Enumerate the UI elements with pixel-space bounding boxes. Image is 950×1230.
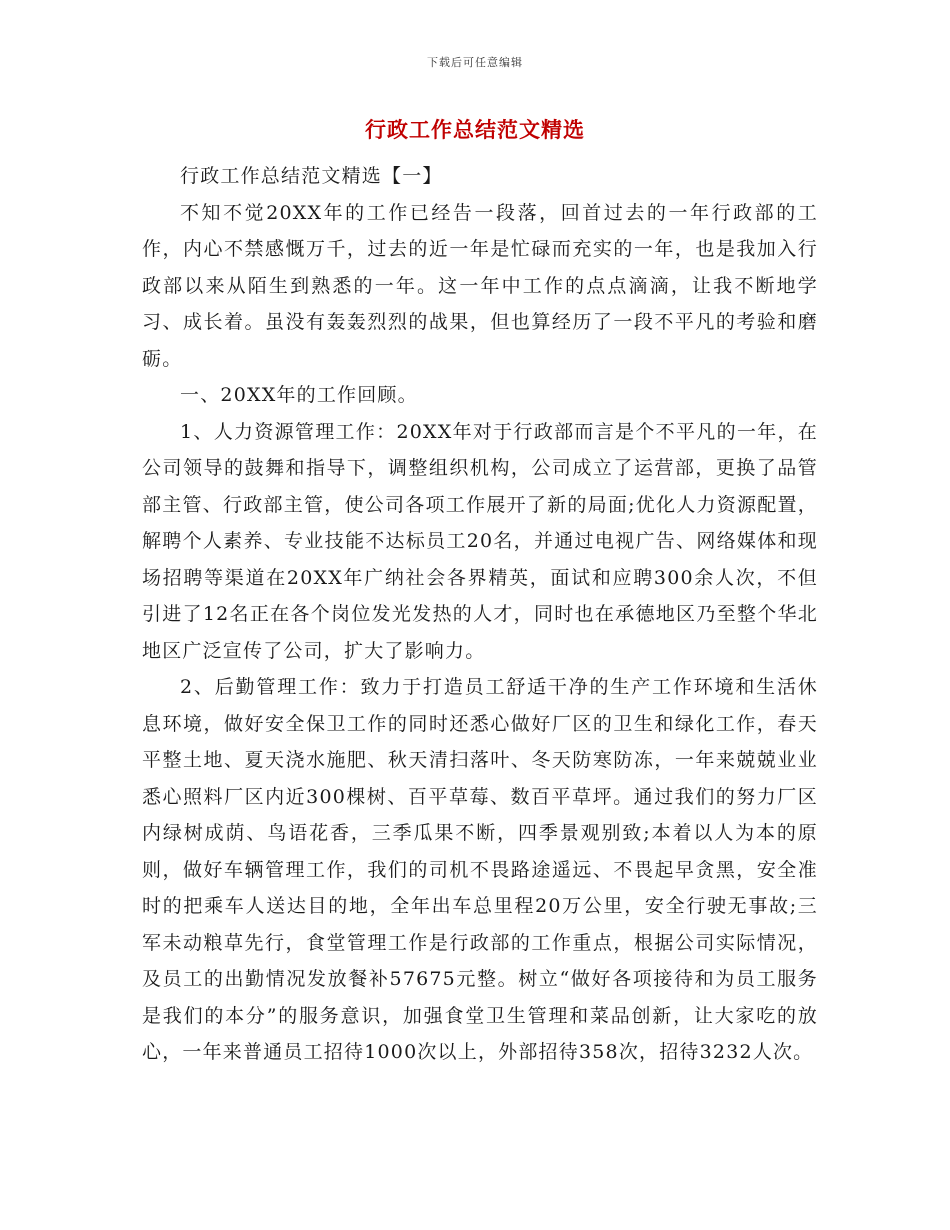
paragraph-review-heading: 一、20XX年的工作回顾。 xyxy=(180,384,418,406)
document-body xyxy=(142,158,818,1071)
paragraph-hr-management: 1、人力资源管理工作：20XX年对于行政部而言是个不平凡的一年，在公司领导的鼓舞和指导下，调整组织机构，公司成立了运营部，更换了品管部主管、行政部主管，使公司各项工作展开了新的局面;优化人力资源配置，解聘个人素养、专业技能不达标员工20名，并通过电视广告、网络媒体和现场招聘等渠道在20XX年广纳社会各界精英，面试和应聘300余人次，不但引进了12名正在各个岗位发光发热的人才，同时也在承德地区乃至整个华北地区广泛宣传了公司，扩大了影响力。 xyxy=(142,420,818,662)
paragraph-logistics-management: 2、后勤管理工作：致力于打造员工舒适干净的生产工作环境和生活休息环境，做好安全保卫工作的同时还悉心做好厂区的卫生和绿化工作，春天平整土地、夏天浇水施肥、秋天清扫落叶、冬天防寒防冻，一年来兢兢业业悉心照料厂区内近300棵树、百平草莓、数百平草坪。通过我们的努力厂区内绿树成荫、鸟语花香，三季瓜果不断，四季景观别致;本着以人为本的原则，做好车辆管理工作，我们的司机不畏路途遥远、不畏起早贪黑，安全准时的把乘车人送达目的地，全年出车总里程20万公里，安全行驶无事故;三军未动粮草先行，食堂管理工作是行政部的工作重点，根据公司实际情况，及员工的出勤情况发放餐补57675元整。树立“做好各项接待和为员工服务是我们的本分”的服务意识，加强食堂卫生管理和菜品创新，让大家吃的放心，一年来普通员工招待1000次以上，外部招待358次，招待3232人次。 xyxy=(142,676,818,1063)
header-note: 下载后可任意编辑 xyxy=(427,56,523,69)
document-title: 行政工作总结范文精选 xyxy=(365,117,585,142)
paragraph-intro: 不知不觉20XX年的工作已经告一段落，回首过去的一年行政部的工作，内心不禁感慨万千，过去的近一年是忙碌而充实的一年，也是我加入行政部以来从陌生到熟悉的一年。这一年中工作的点点滴滴，让我不断地学习、成长着。虽没有轰轰烈烈的战果，但也算经历了一段不平凡的考验和磨砺。 xyxy=(142,201,818,370)
section-heading: 行政工作总结范文精选【一】 xyxy=(180,165,443,187)
